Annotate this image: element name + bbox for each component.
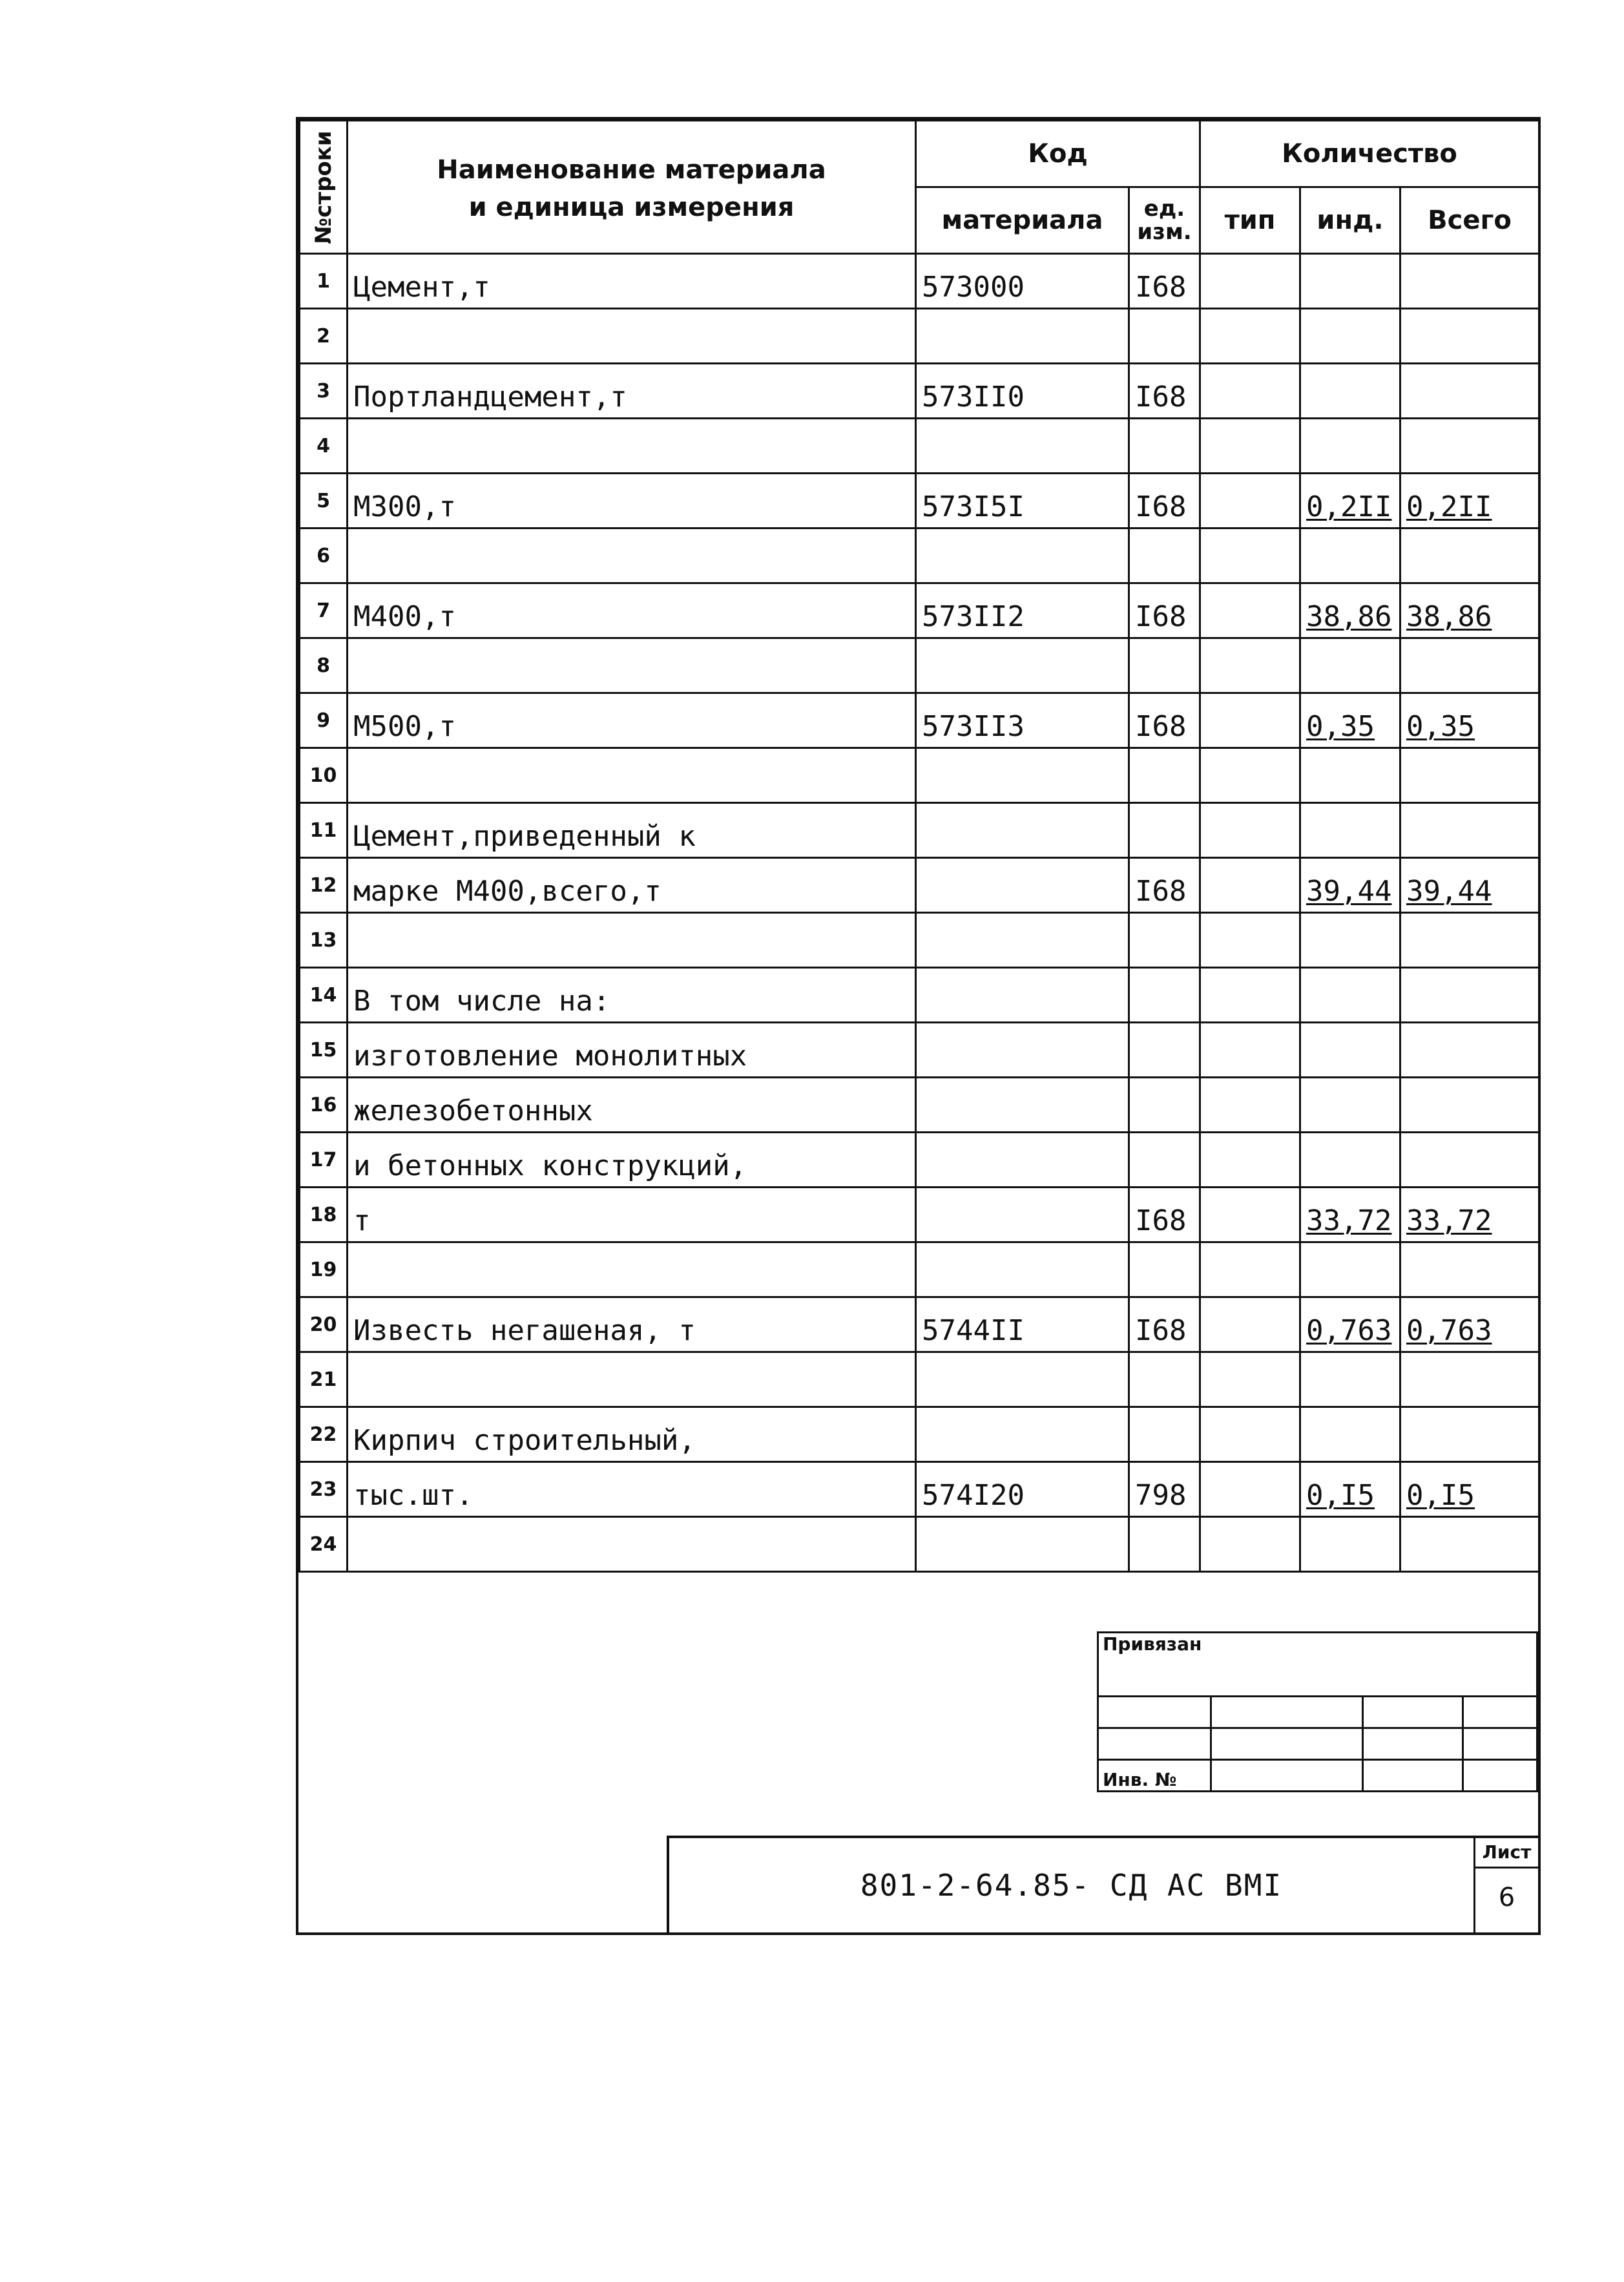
total-quantity bbox=[1400, 803, 1539, 858]
unit-code: I68 bbox=[1129, 858, 1200, 913]
ind-quantity bbox=[1300, 364, 1400, 419]
table-body bbox=[300, 254, 1539, 1572]
material-code: 573II3 bbox=[916, 693, 1129, 748]
table-row bbox=[300, 748, 1539, 803]
total-quantity bbox=[1400, 1517, 1539, 1572]
type-quantity bbox=[1200, 1188, 1300, 1242]
table-row bbox=[300, 1462, 1539, 1517]
material-name: марке М400,всего,т bbox=[348, 858, 916, 913]
table-row bbox=[300, 1188, 1539, 1242]
unit-code bbox=[1129, 1078, 1200, 1133]
material-code: 574I20 bbox=[916, 1462, 1129, 1517]
table-row bbox=[300, 583, 1539, 638]
ind-quantity bbox=[1300, 419, 1400, 474]
material-code bbox=[916, 1352, 1129, 1407]
type-quantity bbox=[1200, 1352, 1300, 1407]
material-code bbox=[916, 803, 1129, 858]
material-name: В том числе на: bbox=[348, 968, 916, 1023]
row-number-header: №строки bbox=[300, 121, 348, 254]
row-number: 16 bbox=[300, 1078, 348, 1133]
unit-code: I68 bbox=[1129, 1188, 1200, 1242]
total-quantity bbox=[1400, 529, 1539, 583]
total-quantity bbox=[1400, 1242, 1539, 1297]
table-row bbox=[300, 1133, 1539, 1188]
sheet-label: Лист bbox=[1475, 1838, 1538, 1869]
document-designation: 801-2-64.85- СД АС ВМI bbox=[860, 1868, 1283, 1903]
table-row bbox=[300, 1242, 1539, 1297]
row-number: 4 bbox=[300, 419, 348, 474]
row-number: 2 bbox=[300, 309, 348, 364]
row-number: 20 bbox=[300, 1297, 348, 1352]
table-row bbox=[300, 419, 1539, 474]
total-quantity: 0,763 bbox=[1400, 1297, 1539, 1352]
code-header: Код bbox=[916, 121, 1200, 187]
row-number: 5 bbox=[300, 474, 348, 529]
ind-quantity bbox=[1300, 968, 1400, 1023]
ind-quantity: 0,763 bbox=[1300, 1297, 1400, 1352]
ind-quantity: 33,72 bbox=[1300, 1188, 1400, 1242]
row-number: 3 bbox=[300, 364, 348, 419]
unit-code bbox=[1129, 638, 1200, 693]
row-number: 23 bbox=[300, 1462, 348, 1517]
type-quantity bbox=[1200, 638, 1300, 693]
row-number: 17 bbox=[300, 1133, 348, 1188]
ind-quantity: 0,35 bbox=[1300, 693, 1400, 748]
ind-quantity bbox=[1300, 529, 1400, 583]
type-quantity bbox=[1200, 803, 1300, 858]
material-code bbox=[916, 1242, 1129, 1297]
material-code: 573II0 bbox=[916, 364, 1129, 419]
ind-quantity: 0,I5 bbox=[1300, 1462, 1400, 1517]
type-quantity bbox=[1200, 913, 1300, 968]
material-name bbox=[348, 529, 916, 583]
total-quantity bbox=[1400, 1407, 1539, 1462]
material-code: 5744II bbox=[916, 1297, 1129, 1352]
unit-code: I68 bbox=[1129, 693, 1200, 748]
table-row bbox=[300, 1297, 1539, 1352]
table-row bbox=[300, 1352, 1539, 1407]
total-quantity bbox=[1400, 419, 1539, 474]
inventory-label: Инв. № bbox=[1098, 1760, 1211, 1792]
material-name bbox=[348, 309, 916, 364]
row-number: 6 bbox=[300, 529, 348, 583]
ind-quantity bbox=[1300, 1517, 1400, 1572]
type-quantity bbox=[1200, 1078, 1300, 1133]
title-bar bbox=[667, 1836, 1538, 1932]
document-sheet bbox=[296, 117, 1541, 1935]
ind-quantity bbox=[1300, 1133, 1400, 1188]
material-name bbox=[348, 913, 916, 968]
unit-code bbox=[1129, 1352, 1200, 1407]
ind-quantity bbox=[1300, 309, 1400, 364]
material-code bbox=[916, 638, 1129, 693]
material-code bbox=[916, 968, 1129, 1023]
ind-quantity bbox=[1300, 803, 1400, 858]
total-quantity bbox=[1400, 309, 1539, 364]
table-row bbox=[300, 803, 1539, 858]
row-number: 13 bbox=[300, 913, 348, 968]
unit-code bbox=[1129, 529, 1200, 583]
material-name bbox=[348, 1517, 916, 1572]
sheet-number: 6 bbox=[1498, 1883, 1515, 1912]
row-number: 8 bbox=[300, 638, 348, 693]
material-code: 573000 bbox=[916, 254, 1129, 309]
table-row bbox=[300, 474, 1539, 529]
material-code: 573I5I bbox=[916, 474, 1129, 529]
row-number: 19 bbox=[300, 1242, 348, 1297]
bound-label: Привязан bbox=[1098, 1633, 1537, 1697]
table-row bbox=[300, 1407, 1539, 1462]
material-name bbox=[348, 748, 916, 803]
unit-code bbox=[1129, 1407, 1200, 1462]
row-number: 15 bbox=[300, 1023, 348, 1078]
material-code bbox=[916, 309, 1129, 364]
table-row bbox=[300, 254, 1539, 309]
type-quantity bbox=[1200, 529, 1300, 583]
unit-code bbox=[1129, 1242, 1200, 1297]
row-number: 10 bbox=[300, 748, 348, 803]
material-code bbox=[916, 1517, 1129, 1572]
table-row bbox=[300, 858, 1539, 913]
total-quantity bbox=[1400, 968, 1539, 1023]
type-quantity bbox=[1200, 309, 1300, 364]
total-quantity: 0,35 bbox=[1400, 693, 1539, 748]
material-code bbox=[916, 1023, 1129, 1078]
total-quantity bbox=[1400, 364, 1539, 419]
type-quantity bbox=[1200, 1407, 1300, 1462]
type-quantity bbox=[1200, 858, 1300, 913]
row-number: 18 bbox=[300, 1188, 348, 1242]
total-header: Всего bbox=[1400, 187, 1539, 254]
type-quantity bbox=[1200, 1297, 1300, 1352]
row-number: 1 bbox=[300, 254, 348, 309]
unit-code: 798 bbox=[1129, 1462, 1200, 1517]
row-number: 14 bbox=[300, 968, 348, 1023]
type-quantity bbox=[1200, 583, 1300, 638]
material-name: Известь негашеная, т bbox=[348, 1297, 916, 1352]
ind-quantity bbox=[1300, 638, 1400, 693]
materials-table bbox=[298, 120, 1540, 1573]
type-quantity bbox=[1200, 748, 1300, 803]
material-name: М300,т bbox=[348, 474, 916, 529]
unit-code bbox=[1129, 968, 1200, 1023]
ind-quantity bbox=[1300, 254, 1400, 309]
unit-code bbox=[1129, 419, 1200, 474]
unit-code bbox=[1129, 1023, 1200, 1078]
row-number: 11 bbox=[300, 803, 348, 858]
material-name: тыс.шт. bbox=[348, 1462, 916, 1517]
table-row bbox=[300, 1517, 1539, 1572]
unit-code bbox=[1129, 803, 1200, 858]
material-code bbox=[916, 1133, 1129, 1188]
total-quantity bbox=[1400, 1133, 1539, 1188]
total-quantity: 38,86 bbox=[1400, 583, 1539, 638]
unit-code bbox=[1129, 309, 1200, 364]
type-quantity bbox=[1200, 364, 1300, 419]
total-quantity bbox=[1400, 748, 1539, 803]
table-row bbox=[300, 309, 1539, 364]
type-quantity bbox=[1200, 1517, 1300, 1572]
material-code bbox=[916, 858, 1129, 913]
row-number: 7 bbox=[300, 583, 348, 638]
material-code bbox=[916, 913, 1129, 968]
unit-code bbox=[1129, 913, 1200, 968]
table-row bbox=[300, 1078, 1539, 1133]
ind-header: инд. bbox=[1300, 187, 1400, 254]
material-name: изготовление монолитных bbox=[348, 1023, 916, 1078]
type-quantity bbox=[1200, 254, 1300, 309]
ind-quantity: 39,44 bbox=[1300, 858, 1400, 913]
ind-quantity bbox=[1300, 1407, 1400, 1462]
material-code bbox=[916, 1078, 1129, 1133]
unit-code: I68 bbox=[1129, 474, 1200, 529]
material-name: и бетонных конструкций, bbox=[348, 1133, 916, 1188]
total-quantity bbox=[1400, 1078, 1539, 1133]
material-code-header: материала bbox=[916, 187, 1129, 254]
total-quantity bbox=[1400, 638, 1539, 693]
total-quantity: 33,72 bbox=[1400, 1188, 1539, 1242]
material-name: Цемент,т bbox=[348, 254, 916, 309]
table-row bbox=[300, 529, 1539, 583]
material-name: т bbox=[348, 1188, 916, 1242]
ind-quantity bbox=[1300, 913, 1400, 968]
row-number: 21 bbox=[300, 1352, 348, 1407]
name-header-line1: Наименование материала bbox=[437, 154, 826, 185]
material-name bbox=[348, 1242, 916, 1297]
total-quantity bbox=[1400, 913, 1539, 968]
table-row bbox=[300, 638, 1539, 693]
quantity-header: Количество bbox=[1200, 121, 1539, 187]
material-code bbox=[916, 419, 1129, 474]
ind-quantity bbox=[1300, 748, 1400, 803]
material-name: Кирпич строительный, bbox=[348, 1407, 916, 1462]
material-name: железобетонных bbox=[348, 1078, 916, 1133]
row-number: 9 bbox=[300, 693, 348, 748]
total-quantity: 0,I5 bbox=[1400, 1462, 1539, 1517]
unit-code: I68 bbox=[1129, 583, 1200, 638]
ind-quantity bbox=[1300, 1078, 1400, 1133]
material-code bbox=[916, 529, 1129, 583]
table-row bbox=[300, 968, 1539, 1023]
type-quantity bbox=[1200, 1023, 1300, 1078]
row-number: 12 bbox=[300, 858, 348, 913]
material-name: М400,т bbox=[348, 583, 916, 638]
total-quantity: 39,44 bbox=[1400, 858, 1539, 913]
material-name: Цемент,приведенный к bbox=[348, 803, 916, 858]
type-header: тип bbox=[1200, 187, 1300, 254]
material-code: 573II2 bbox=[916, 583, 1129, 638]
material-code bbox=[916, 748, 1129, 803]
table-row bbox=[300, 364, 1539, 419]
name-header bbox=[348, 121, 916, 254]
material-name bbox=[348, 1352, 916, 1407]
total-quantity: 0,2II bbox=[1400, 474, 1539, 529]
sheet-number-box bbox=[1473, 1838, 1538, 1932]
ind-quantity bbox=[1300, 1023, 1400, 1078]
material-name: Портландцемент,т bbox=[348, 364, 916, 419]
type-quantity bbox=[1200, 474, 1300, 529]
row-number: 24 bbox=[300, 1517, 348, 1572]
type-quantity bbox=[1200, 968, 1300, 1023]
ind-quantity: 38,86 bbox=[1300, 583, 1400, 638]
total-quantity bbox=[1400, 254, 1539, 309]
type-quantity bbox=[1200, 693, 1300, 748]
material-name bbox=[348, 638, 916, 693]
material-name bbox=[348, 419, 916, 474]
unit-code: I68 bbox=[1129, 364, 1200, 419]
unit-code bbox=[1129, 748, 1200, 803]
ind-quantity bbox=[1300, 1352, 1400, 1407]
unit-code: I68 bbox=[1129, 254, 1200, 309]
unit-code: I68 bbox=[1129, 1297, 1200, 1352]
title-block bbox=[1097, 1631, 1538, 1792]
ind-quantity bbox=[1300, 1242, 1400, 1297]
table-row bbox=[300, 693, 1539, 748]
type-quantity bbox=[1200, 1133, 1300, 1188]
name-header-line2: и единица измерения bbox=[468, 192, 795, 222]
table-row bbox=[300, 913, 1539, 968]
material-name: М500,т bbox=[348, 693, 916, 748]
table-row bbox=[300, 1023, 1539, 1078]
total-quantity bbox=[1400, 1352, 1539, 1407]
type-quantity bbox=[1200, 1462, 1300, 1517]
type-quantity bbox=[1200, 1242, 1300, 1297]
unit-code bbox=[1129, 1517, 1200, 1572]
material-code bbox=[916, 1188, 1129, 1242]
total-quantity bbox=[1400, 1023, 1539, 1078]
ind-quantity: 0,2II bbox=[1300, 474, 1400, 529]
material-code bbox=[916, 1407, 1129, 1462]
unit-code-header: ед. изм. bbox=[1129, 187, 1200, 254]
type-quantity bbox=[1200, 419, 1300, 474]
unit-code bbox=[1129, 1133, 1200, 1188]
row-number: 22 bbox=[300, 1407, 348, 1462]
